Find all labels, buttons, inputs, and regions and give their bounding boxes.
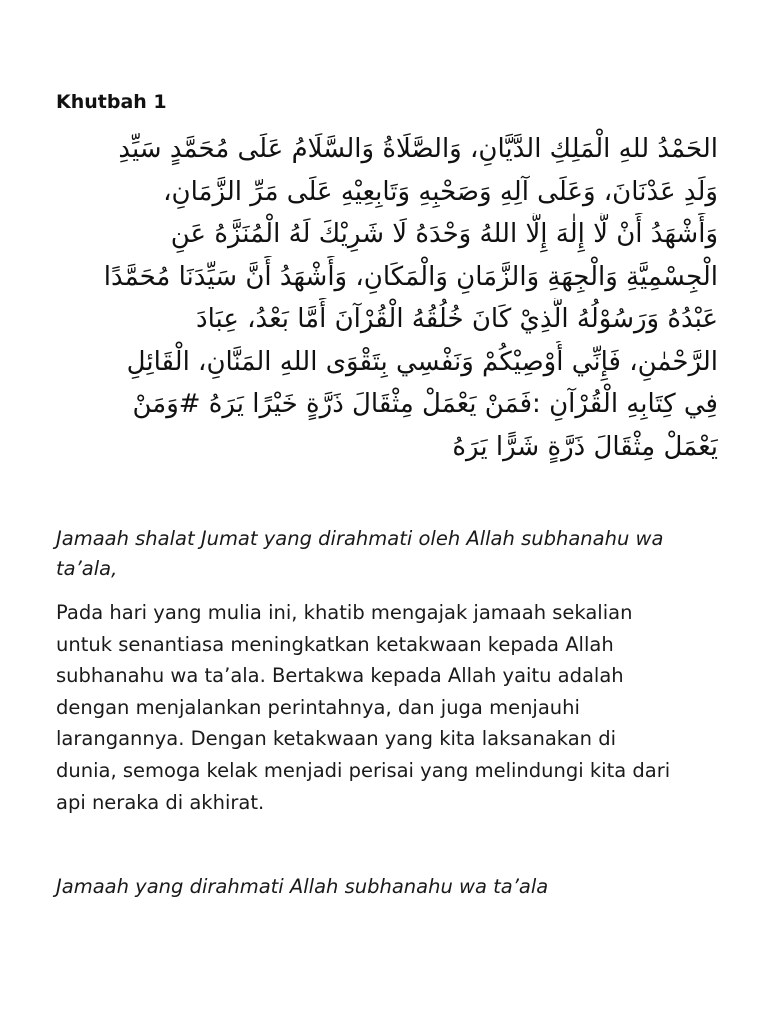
- paragraph-line: dunia, semoga kelak menjadi perisai yang melindungi kita dari: [56, 758, 671, 782]
- paragraph-line: untuk senantiasa meningkatkan ketakwaan kepada Allah: [56, 632, 614, 656]
- paragraph-line: dengan menjalankan perintahnya, dan juga menjauhi: [56, 695, 580, 719]
- paragraph-line: api neraka di akhirat.: [56, 790, 265, 814]
- arabic-line: وَأَشْهَدُ أَنْ لَّا إِلٰهَ إِلَّا اللهُ وَحْدَهُ لَا شَرِيْكَ لَهُ الْمُنَزَّهُ عَنِ: [170, 219, 718, 249]
- arabic-line: وَلَدِ عَدْنَانَ، وَعَلَى آلِهِ وَصَحْبِهِ وَتَابِعِيْهِ عَلَى مَرِّ الزَّمَانِ،: [163, 176, 718, 207]
- arabic-line: الْجِسْمِيَّةِ وَالْجِهَةِ وَالزَّمَانِ وَالْمَكَانِ، وَأَشْهَدُ أَنَّ سَيِّدَنَا مُحَمَّدًا: [103, 261, 718, 292]
- closing-greeting: Jamaah yang dirahmati Allah subhanahu wa ta’ala: [56, 875, 549, 898]
- paragraph-line: subhanahu wa ta’ala. Bertakwa kepada Allah yaitu adalah: [56, 664, 624, 688]
- arabic-line: الرَّحْمٰنِ، فَإِنِّي أُوْصِيْكُمْ وَنَفْسِي بِتَقْوَى اللهِ المَنَّانِ، الْقَائِلِ: [126, 346, 718, 377]
- arabic-line: الحَمْدُ للهِ الْمَلِكِ الدَّيَّانِ، وَالصَّلَاةُ وَالسَّلَامُ عَلَى مُحَمَّدٍ سَيِّدِ: [118, 134, 718, 164]
- greeting-paragraph: [56, 524, 716, 584]
- section-heading: Khutbah 1: [56, 91, 167, 113]
- arabic-opening-text: [50, 128, 718, 468]
- paragraph-line: larangannya. Dengan ketakwaan yang kita laksanakan di: [56, 727, 617, 751]
- greeting-line: ta’ala,: [56, 557, 118, 580]
- greeting-line: Jamaah shalat Jumat yang dirahmati oleh Allah subhanahu wa: [56, 527, 664, 550]
- arabic-line: يَعْمَلْ مِثْقَالَ ذَرَّةٍ شَرًّا يَرَهُ: [452, 431, 718, 462]
- arabic-line: عَبْدُهُ وَرَسُوْلُهُ الَّذِيْ كَانَ خُلُقُهُ الْقُرْآنَ أَمَّا بَعْدُ، عِبَادَ: [196, 304, 718, 334]
- paragraph-line: Pada hari yang mulia ini, khatib mengajak jamaah sekalian: [56, 601, 633, 624]
- arabic-line: فِي كِتَابِهِ الْقُرْآنِ :فَمَنْ يَعْمَلْ مِثْقَالَ ذَرَّةٍ خَيْرًا يَرَهُ #وَمَنْ: [132, 389, 718, 419]
- body-paragraph: [56, 597, 726, 818]
